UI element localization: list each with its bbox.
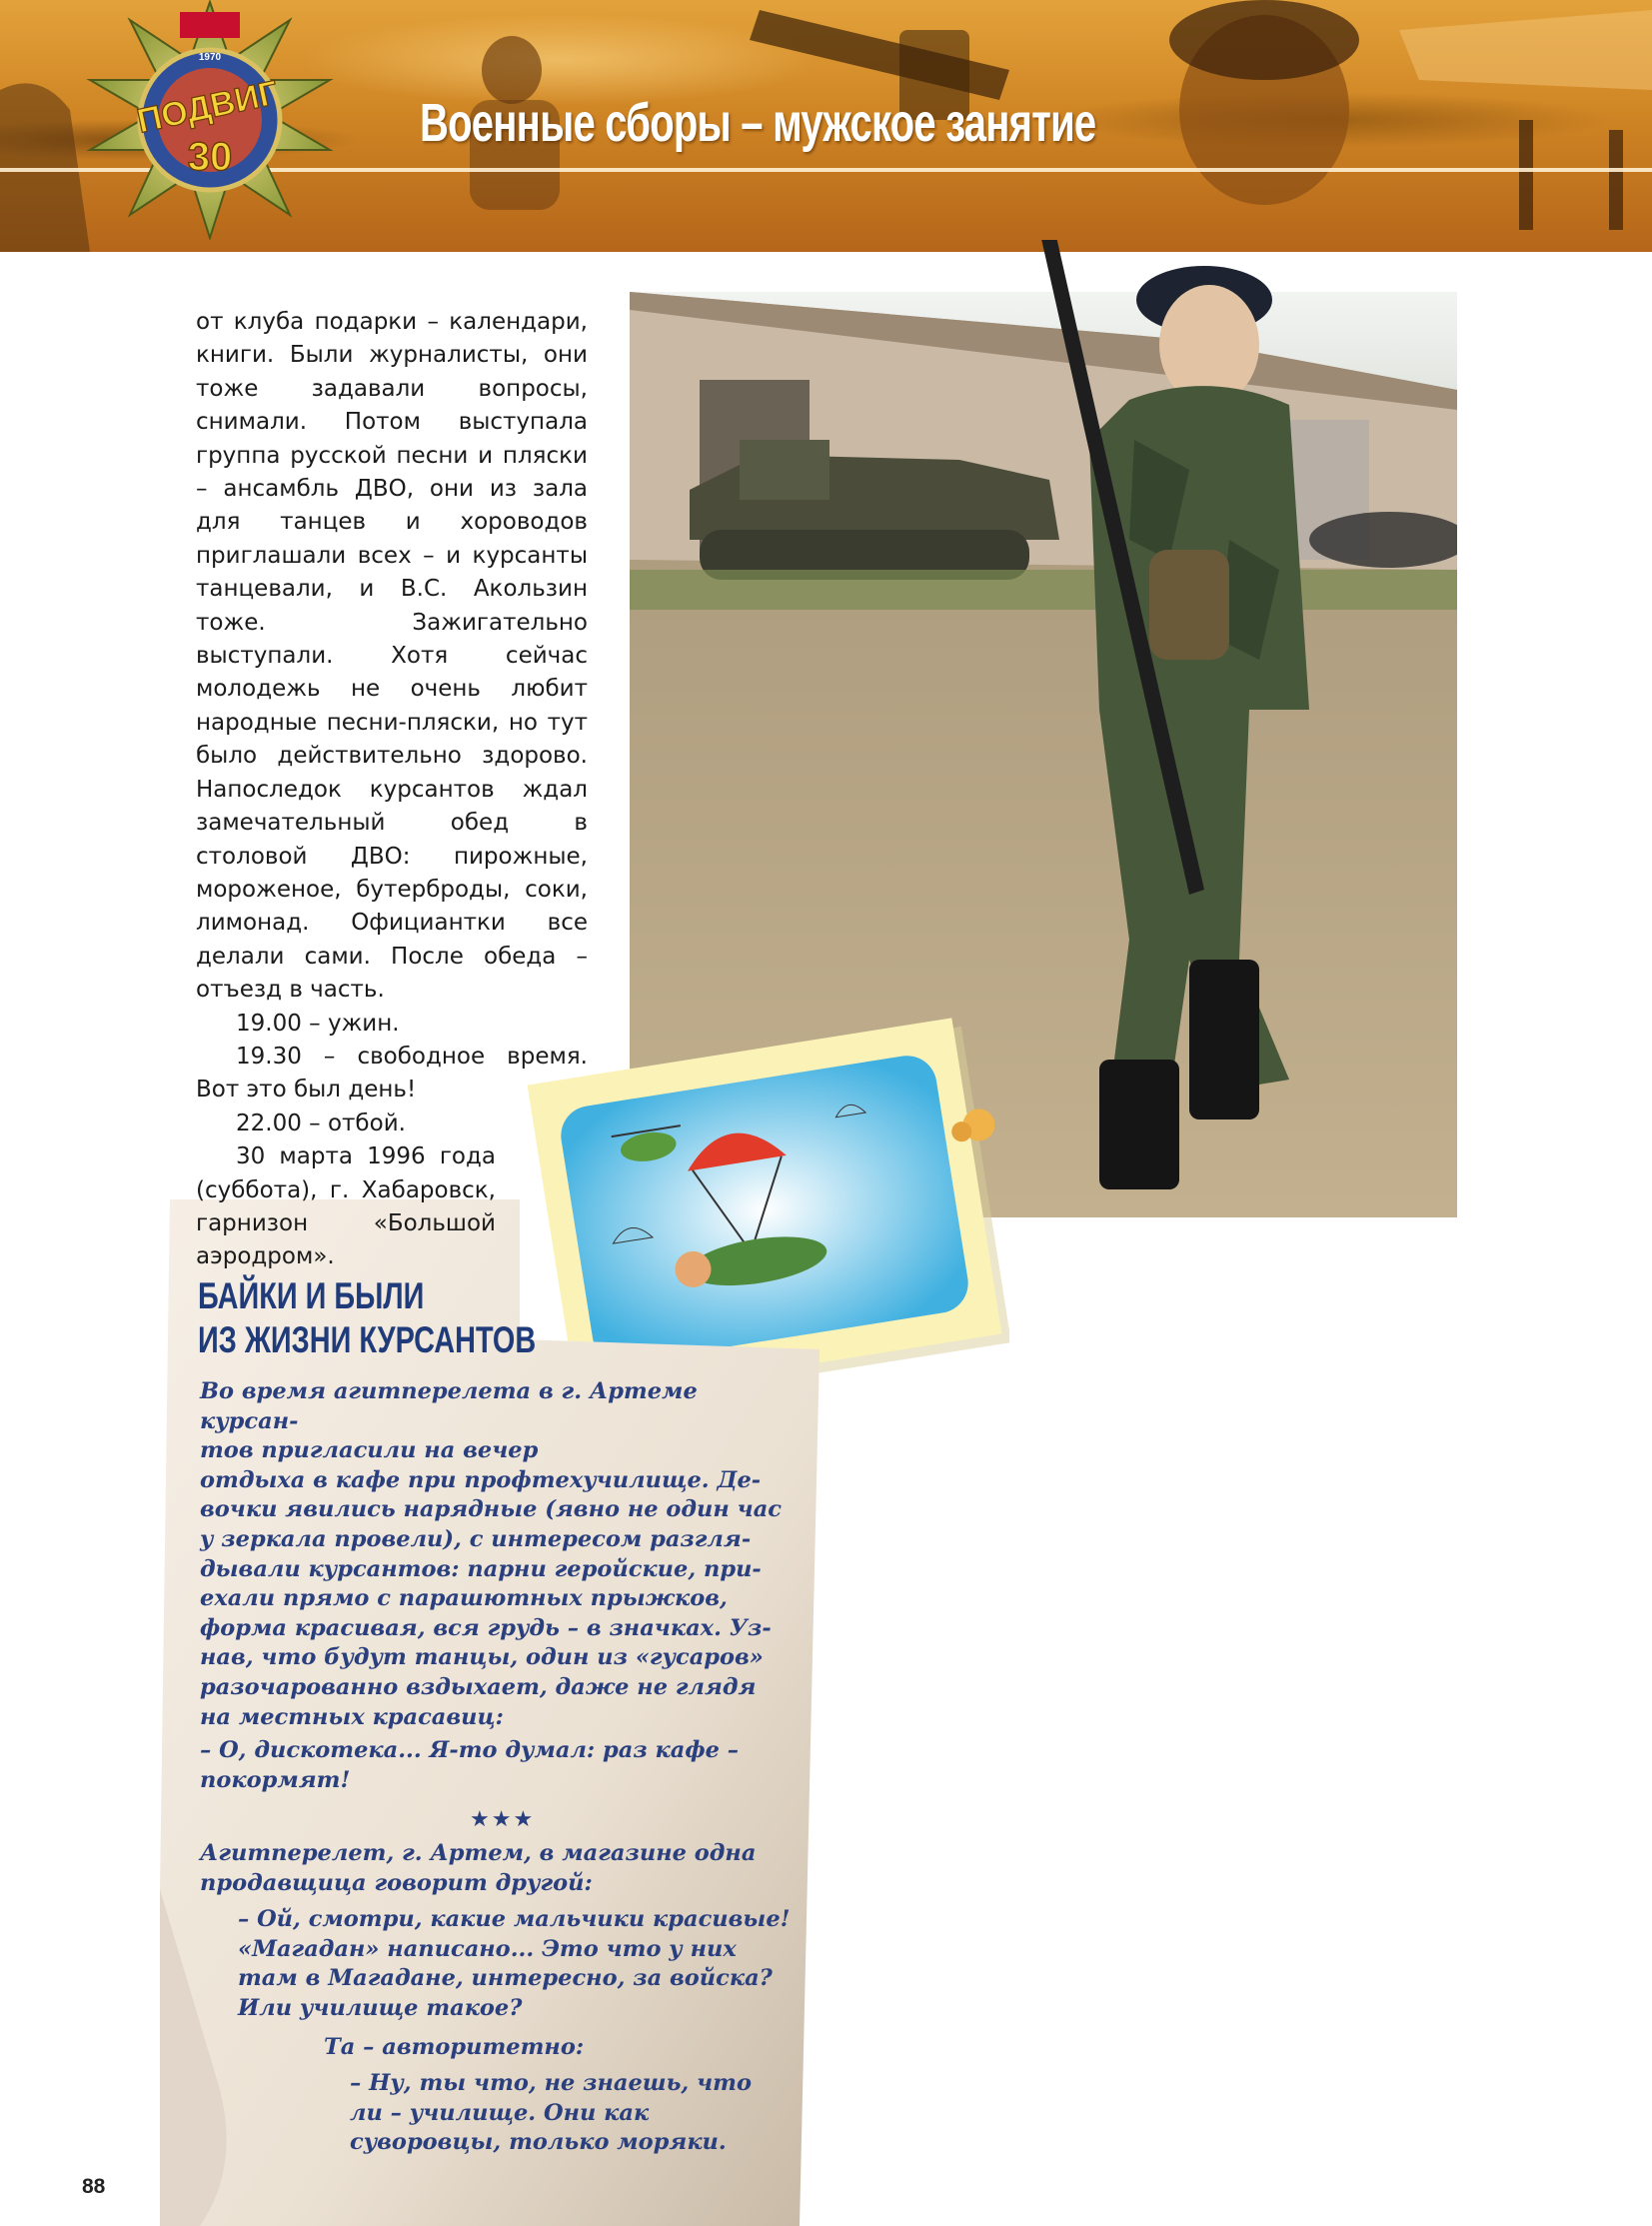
emblem-flag-icon (180, 12, 240, 38)
story-separator-stars: ★★★ (470, 1807, 536, 1832)
story-1-line: тов пригласили на вечер (200, 1437, 539, 1464)
story-1-line: форма красивая, вся грудь – в значках. Уз- (200, 1614, 772, 1641)
date-location: 30 марта 1996 года (суббота), г. Хабаровск, гарнизон «Большой аэродром». (196, 1143, 496, 1270)
story-1-line: отдыха в кафе при профтехучилище. Де- (200, 1466, 762, 1493)
story-1-line: на местных красавиц: (200, 1703, 504, 1730)
story-1 (200, 1377, 800, 1795)
schedule-dinner: 19.00 – ужин. (236, 1010, 400, 1037)
emblem-year: 1970 (198, 52, 222, 63)
story-1-quote: – О, дискотека... Я-то думал: раз кафе – покормят! (200, 1737, 740, 1793)
story-1-line: вочки явились нарядные (явно не один час (200, 1496, 782, 1523)
story-1-line: дывали курсантов: парни геройские, при- (200, 1555, 762, 1582)
club-emblem (60, 0, 360, 240)
emblem-word: ПОДВИГ (133, 73, 282, 141)
page-number: 88 (82, 2175, 106, 2198)
story-2-quote-2: – Ну, ты что, не знаешь, что ли – училище. Они как суворовцы, только моряки. (350, 2070, 752, 2156)
sidebar-heading (198, 1274, 536, 1362)
sidebar-heading-line1: БАЙКИ И БЫЛИ (198, 1275, 425, 1316)
story-2-reply-intro: Та – авторитетно: (324, 2034, 585, 2060)
article-text (196, 306, 588, 1274)
story-1-line: у зеркала провели), с интересом разгля- (200, 1525, 752, 1552)
story-2-intro: Агитперелет, г. Артем, в магазине одна продавщица говорит другой: (200, 1840, 757, 1896)
schedule-lights-out: 22.00 – отбой. (236, 1110, 406, 1136)
story-1-line: разочарованно вздыхает, даже не глядя (200, 1673, 757, 1700)
schedule-free-time: 19.30 – свободное время. Вот это был день! (196, 1043, 588, 1104)
header-banner (0, 0, 1652, 252)
emblem-number: 30 (187, 135, 233, 179)
sidebar-heading-line2: ИЗ ЖИЗНИ КУРСАНТОВ (198, 1319, 537, 1360)
page-title: Военные сборы – мужское занятие (420, 93, 1096, 153)
story-2-quote-1: – Ой, смотри, какие мальчики красивые! «Магадан» написано... Это что у них там в Магадане, интересно, за войска? Или училище такое? (238, 1906, 791, 2021)
story-1-line: нав, что будут танцы, один из «гусаров» (200, 1644, 764, 1671)
story-1-line: Во время агитперелета в г. Артеме курсан- (200, 1378, 698, 1434)
article-paragraph: от клуба подарки – календари, книги. Были журналисты, они тоже задавали вопросы, снимали. Потом выступала группа русской песни и пляски – ансамбль ДВО, они из зала для танцев и хороводов приглашали всех – и курсанты танцевали, и В.С. Акользин тоже. Зажигательно выступали. Хотя сейчас молодежь не очень любит народные песни-пляски, но тут было действительно здорово. Напоследок курсантов ждал замечательный обед в столовой ДВО: пирожные, мороженое, бутерброды, соки, лимонад. Официантки все делали сами. После обеда – отъезд в часть. (196, 309, 588, 1004)
story-1-line: ехали прямо с парашютных прыжков, (200, 1585, 728, 1612)
